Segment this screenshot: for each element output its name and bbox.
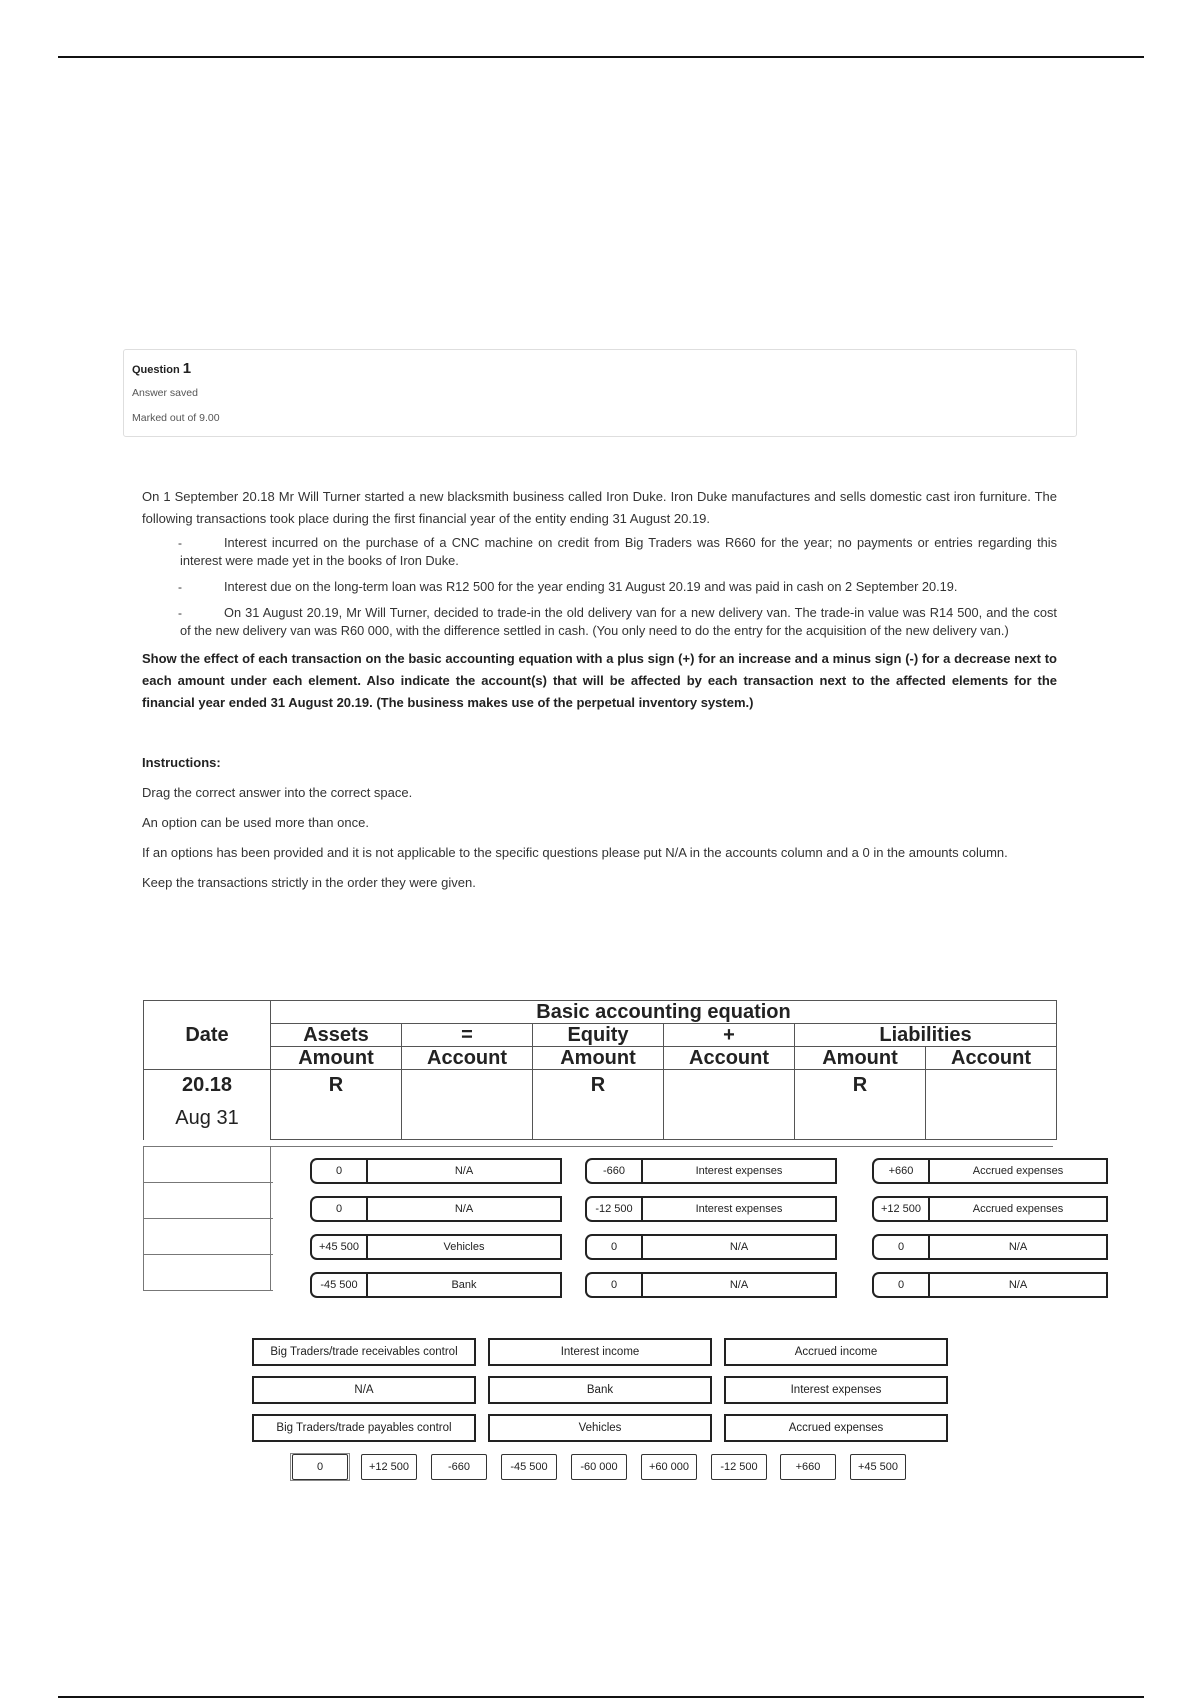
equation-title: Basic accounting equation <box>271 1001 1057 1024</box>
assets-account-slot[interactable]: Bank <box>366 1272 562 1298</box>
transaction-list <box>142 534 1057 640</box>
accounting-equation-table <box>143 1000 1057 1140</box>
liab-drop-row-4[interactable] <box>872 1272 1108 1298</box>
question-number: Question 1 <box>132 360 192 377</box>
assets-account-slot[interactable]: Vehicles <box>366 1234 562 1260</box>
task-statement: Show the effect of each transaction on the basic accounting equation with a plus sign (+) for an increase and a minus sign (-) for a decrease next to each amount under each element. Also indicate the account(s) that will be affected by each transaction next to the affected elements for the financial year ended 31 August 20.19. (The business makes use of the perpetual inventory system.) <box>142 651 1057 710</box>
liab-drop-row-2[interactable] <box>872 1196 1108 1222</box>
assets-amount-slot[interactable]: +45 500 <box>310 1234 366 1260</box>
account-option[interactable]: Big Traders/trade receivables control <box>252 1338 476 1366</box>
top-rule <box>58 56 1144 58</box>
amount-option[interactable]: -45 500 <box>501 1454 557 1480</box>
liabilities-header: Liabilities <box>795 1024 1057 1047</box>
liab-currency: R <box>795 1070 926 1140</box>
question-info-card <box>123 349 1077 437</box>
equity-header: Equity <box>533 1024 664 1047</box>
equity-amount-header: Amount <box>533 1047 664 1070</box>
liab-account-slot[interactable]: N/A <box>928 1272 1108 1298</box>
question-mark: Marked out of 9.00 <box>132 412 220 424</box>
instructions-title: Instructions: <box>142 755 221 770</box>
liab-drop-row-3[interactable] <box>872 1234 1108 1260</box>
account-option[interactable]: Interest expenses <box>724 1376 948 1404</box>
equity-currency: R <box>533 1070 664 1140</box>
instruction-line: If an options has been provided and it is not applicable to the specific questions please put N/A in the accounts column and a 0 in the amounts column. <box>142 845 1008 860</box>
empty-cell <box>926 1070 1057 1140</box>
transaction-item: - Interest incurred on the purchase of a CNC machine on credit from Big Traders was R660 for the year; no payments or entries regarding this interest were made yet in the books of Iron Duke. <box>178 535 1057 568</box>
assets-drop-row-4[interactable] <box>310 1272 562 1298</box>
amount-option[interactable]: +60 000 <box>641 1454 697 1480</box>
assets-amount-header: Amount <box>271 1047 402 1070</box>
equity-amount-slot[interactable]: 0 <box>585 1272 641 1298</box>
grid-line <box>143 1218 273 1219</box>
assets-account-slot[interactable]: N/A <box>366 1196 562 1222</box>
question-intro: On 1 September 20.18 Mr Will Turner started a new blacksmith business called Iron Duke. Iron Duke manufactures and sells domestic cast iron furniture. The following transactions took place during the first financial year of the entity ending 31 August 20.19. <box>142 489 1057 526</box>
grid-line <box>143 1182 273 1183</box>
date-year: 20.18 <box>181 1074 233 1096</box>
grid-line <box>143 1146 144 1291</box>
account-option[interactable]: Accrued income <box>724 1338 948 1366</box>
grid-line <box>270 1146 271 1291</box>
liab-account-header: Account <box>926 1047 1057 1070</box>
bottom-rule <box>58 1696 1144 1698</box>
amount-option[interactable]: 0 <box>292 1454 348 1480</box>
instruction-line: An option can be used more than once. <box>142 815 369 830</box>
equity-drop-row-3[interactable] <box>585 1234 837 1260</box>
liab-account-slot[interactable]: N/A <box>928 1234 1108 1260</box>
assets-currency: R <box>271 1070 402 1140</box>
date-cell <box>144 1070 271 1140</box>
liab-amount-slot[interactable]: 0 <box>872 1234 928 1260</box>
liab-amount-slot[interactable]: +12 500 <box>872 1196 928 1222</box>
liab-amount-header: Amount <box>795 1047 926 1070</box>
liab-account-slot[interactable]: Accrued expenses <box>928 1196 1108 1222</box>
account-option[interactable]: Big Traders/trade payables control <box>252 1414 476 1442</box>
date-day: Aug 31 <box>175 1107 239 1129</box>
transaction-item: - On 31 August 20.19, Mr Will Turner, decided to trade-in the old delivery van for a new delivery van. The trade-in value was R14 500, and the cost of the new delivery van was R60 000, with the difference settled in cash. (You only need to do the entry for the acquisition of the new delivery van.) <box>178 605 1057 638</box>
equity-drop-row-4[interactable] <box>585 1272 837 1298</box>
assets-drop-row-2[interactable] <box>310 1196 562 1222</box>
assets-amount-slot[interactable]: 0 <box>310 1158 366 1184</box>
assets-drop-row-3[interactable] <box>310 1234 562 1260</box>
amount-option[interactable]: -660 <box>431 1454 487 1480</box>
transaction-item: - Interest due on the long-term loan was R12 500 for the year ending 31 August 20.19 and was paid in cash on 2 September 20.19. <box>178 579 958 594</box>
equity-account-slot[interactable]: Interest expenses <box>641 1196 837 1222</box>
liab-drop-row-1[interactable] <box>872 1158 1108 1184</box>
equity-drop-row-1[interactable] <box>585 1158 837 1184</box>
amount-option[interactable]: +660 <box>780 1454 836 1480</box>
account-option[interactable]: N/A <box>252 1376 476 1404</box>
equity-account-slot[interactable]: N/A <box>641 1272 837 1298</box>
plus-sign: + <box>664 1024 795 1047</box>
equity-amount-slot[interactable]: -12 500 <box>585 1196 641 1222</box>
account-option[interactable]: Bank <box>488 1376 712 1404</box>
assets-account-slot[interactable]: N/A <box>366 1158 562 1184</box>
question-state: Answer saved <box>132 387 198 399</box>
assets-account-header: Account <box>402 1047 533 1070</box>
liab-amount-slot[interactable]: 0 <box>872 1272 928 1298</box>
equity-amount-slot[interactable]: 0 <box>585 1234 641 1260</box>
account-option[interactable]: Vehicles <box>488 1414 712 1442</box>
question-text <box>142 486 1057 894</box>
account-option[interactable]: Interest income <box>488 1338 712 1366</box>
empty-cell <box>402 1070 533 1140</box>
assets-header: Assets <box>271 1024 402 1047</box>
amount-option[interactable]: -12 500 <box>711 1454 767 1480</box>
grid-line <box>143 1290 273 1291</box>
assets-amount-slot[interactable]: -45 500 <box>310 1272 366 1298</box>
instruction-line: Drag the correct answer into the correct space. <box>142 785 413 800</box>
assets-amount-slot[interactable]: 0 <box>310 1196 366 1222</box>
equity-account-slot[interactable]: N/A <box>641 1234 837 1260</box>
assets-drop-row-1[interactable] <box>310 1158 562 1184</box>
empty-cell <box>664 1070 795 1140</box>
amount-option[interactable]: +45 500 <box>850 1454 906 1480</box>
equity-amount-slot[interactable]: -660 <box>585 1158 641 1184</box>
account-option[interactable]: Accrued expenses <box>724 1414 948 1442</box>
grid-line <box>143 1254 273 1255</box>
equity-account-slot[interactable]: Interest expenses <box>641 1158 837 1184</box>
grid-line <box>143 1146 1053 1147</box>
amount-option[interactable]: +12 500 <box>361 1454 417 1480</box>
equals-sign: = <box>402 1024 533 1047</box>
amount-option[interactable]: -60 000 <box>571 1454 627 1480</box>
instruction-line: Keep the transactions strictly in the order they were given. <box>142 875 476 890</box>
equity-drop-row-2[interactable] <box>585 1196 837 1222</box>
liab-amount-slot[interactable]: +660 <box>872 1158 928 1184</box>
liab-account-slot[interactable]: Accrued expenses <box>928 1158 1108 1184</box>
equity-account-header: Account <box>664 1047 795 1070</box>
date-header: Date <box>144 1001 271 1070</box>
